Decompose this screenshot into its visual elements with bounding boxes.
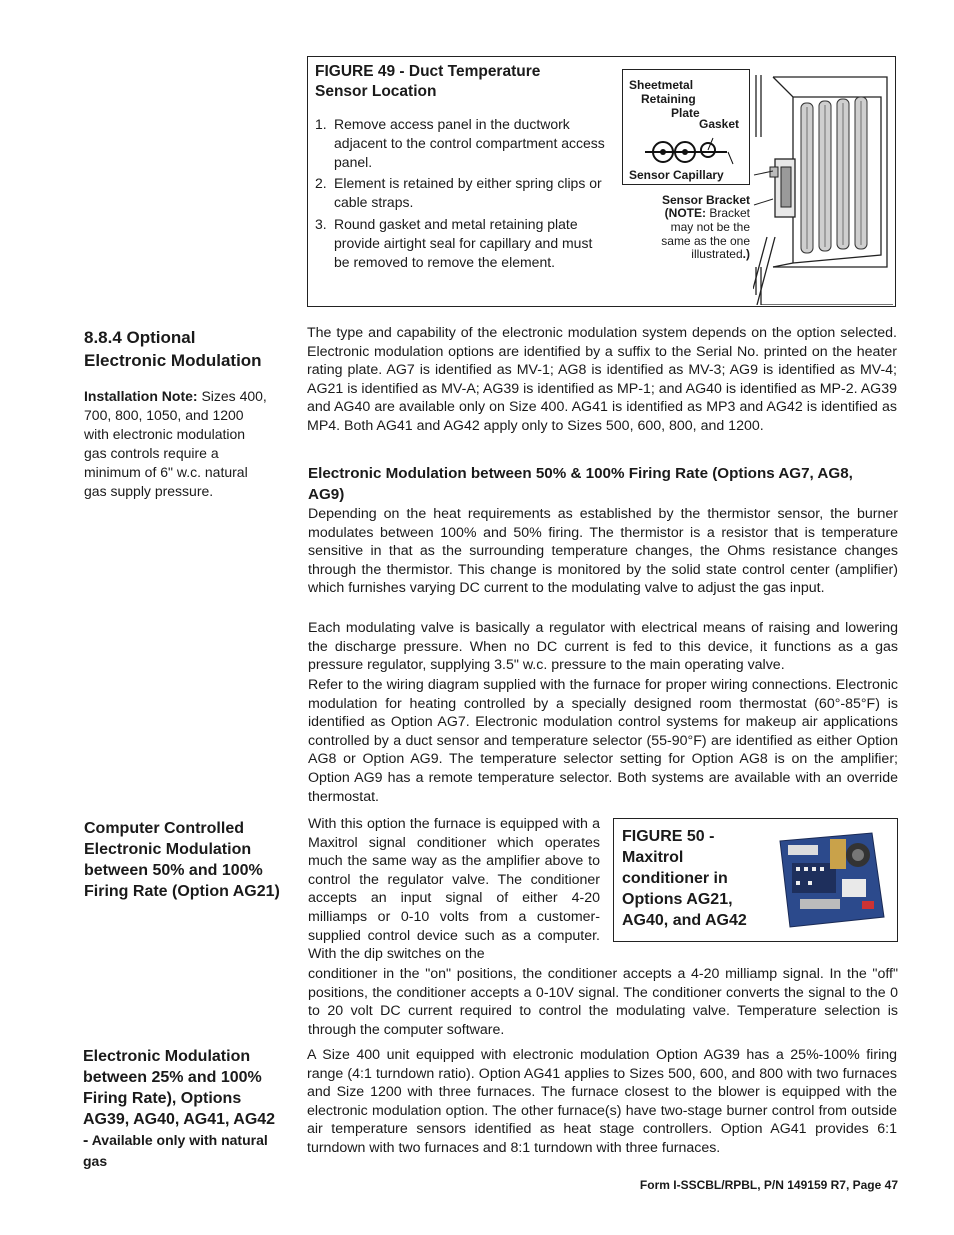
gasket-diagram (643, 134, 739, 168)
intro-paragraph: The type and capability of the electronic modulation system depends on the option selected. Electronic modulation options are identified by a suffix to the Serial No. printed on the heater rating plate. AG7 is identified as MV-1; AG8 is identified as MV-3; AG9 is identified as MV-4; AG21 is identified as MV-A; AG39 is identified as MP-1; and AG40 is identified as MP-2. AG39 and AG40 are available only on Size 400. AG41 is identified as MP3 and AG42 is identified as MP4. Both AG41 and AG42 apply only to Sizes 500, 600, 800, and 1200. (307, 325, 897, 434)
em25-paragraph: A Size 400 unit equipped with electronic modulation Option AG39 has a 25%-100% firing range (4:1 turndown ratio). Option AG41 applies to Sizes 500, 600, and 800 with two furnaces and Size 1200 with three furnaces. The furnace closest to the blower is equipped with the electronic modulation option. The other furnace(s) have two-stage burner control from outside air temperature sensors identified as heat stage controllers. Option AG41 provides 6:1 turndown with two furnaces and 8:1 turndown with three furnaces. (307, 1047, 897, 1156)
em50-paragraph-3: Refer to the wiring diagram supplied with the furnace for proper wiring connections. Electronic modulation for heating controlled by a specially designed room thermostat (60°-85°F) is identified as Option AG7. Electronic modulation control systems for makeup air applications controlled by a duct sensor and temperature selector (55-90°F) are identified as either Option AG8 or Option AG9. The temperature selector setting for Option AG8 is on the amplifier; Option AG9 has a remote temperature selector. Both systems are available with an override thermostat. (308, 677, 898, 805)
step-item: 1. Remove access panel in the ductwork adjacent to the control compartment access panel. (315, 116, 605, 170)
ag21-paragraph-narrow: With this option the furnace is equipped with a Maxitrol signal conditioner which operates much the same way as the amplifier above to control the regulator valve. The conditioner accepts an input signal of either 4-20 milliamps or 0-10 volts from a customer-supplied control device such as a computer. With the dip switches on the (308, 816, 600, 963)
sensor-capillary-label: Sensor Capillary (629, 168, 724, 182)
installation-note: Installation Note: Sizes 400, 700, 800, 1050, and 1200 with electronic modulation gas controls require a minimum of 6" w.c. natural gas supply pressure. (84, 388, 267, 499)
gasket-label: Gasket (699, 117, 740, 131)
figure-50-box (613, 818, 898, 942)
figure-49-steps (315, 115, 605, 274)
figure-49-inset (622, 69, 750, 185)
figure-50-title: FIGURE 50 - Maxitrol conditioner in Options AG21, AG40, and AG42 (622, 828, 747, 929)
section-heading-884: 8.8.4 Optional Electronic Modulation (84, 328, 262, 370)
ductwork-illustration (753, 67, 893, 305)
step-item: 2. Element is retained by either spring clips or cable straps. (315, 175, 602, 211)
figure-49-box (307, 56, 896, 307)
ag21-paragraph-wide: conditioner in the "on" positions, the conditioner accepts a 4-20 milliamp signal. In the "off" positions, the conditioner accepts a 0-10V signal. The conditioner converts the signal to the 0 to 20 volt DC current required to control the modulating valve. Temperature selection is through the computer software. (308, 966, 898, 1038)
ag21-heading: Computer Controlled Electronic Modulation between 50% and 100% Firing Rate (Option AG21) (84, 820, 280, 900)
em25-heading: Electronic Modulation between 25% and 100% Firing Rate), Options AG39, AG40, AG41, AG42 - Available only with natural gas (83, 1048, 276, 1169)
em50-heading: Electronic Modulation between 50% & 100% Firing Rate (Options AG7, AG8, AG9) (308, 465, 853, 503)
page-footer: Form I-SSCBL/RPBL, P/N 149159 R7, Page 47 (639, 1178, 898, 1192)
em50-paragraph-2: Each modulating valve is basically a regulator with electrical means of raising and lowering the discharge pressure. When no DC current is fed to this device, it functions as a gas pressure regulator, supplying 3.5" w.c. pressure to the main operating valve. (308, 620, 898, 674)
figure-49-title: FIGURE 49 - Duct Temperature Sensor Location (315, 63, 541, 100)
step-item: 3. Round gasket and metal retaining plate provide airtight seal for capillary and must be removed to remove the element. (315, 215, 593, 270)
sheetmetal-label: Sheetmetal Retaining Plate (629, 78, 700, 120)
em50-paragraph-1: Depending on the heat requirements as established by the thermistor sensor, the burner modulates between 100% and 50% firing. The thermistor is a resistor that is temperature sensitive in that as the surrounding temperature changes, the Ohms resistance changes through the thermistor. This change is monitored by the solid state control center (amplifier) which furnishes varying DC current to the modulating valve to adjust the gas input. (308, 506, 898, 597)
maxitrol-conditioner-image (778, 831, 886, 929)
sensor-bracket-label: Sensor Bracket (NOTE: Bracket may not be the same as the one illustrated.) (661, 193, 750, 262)
